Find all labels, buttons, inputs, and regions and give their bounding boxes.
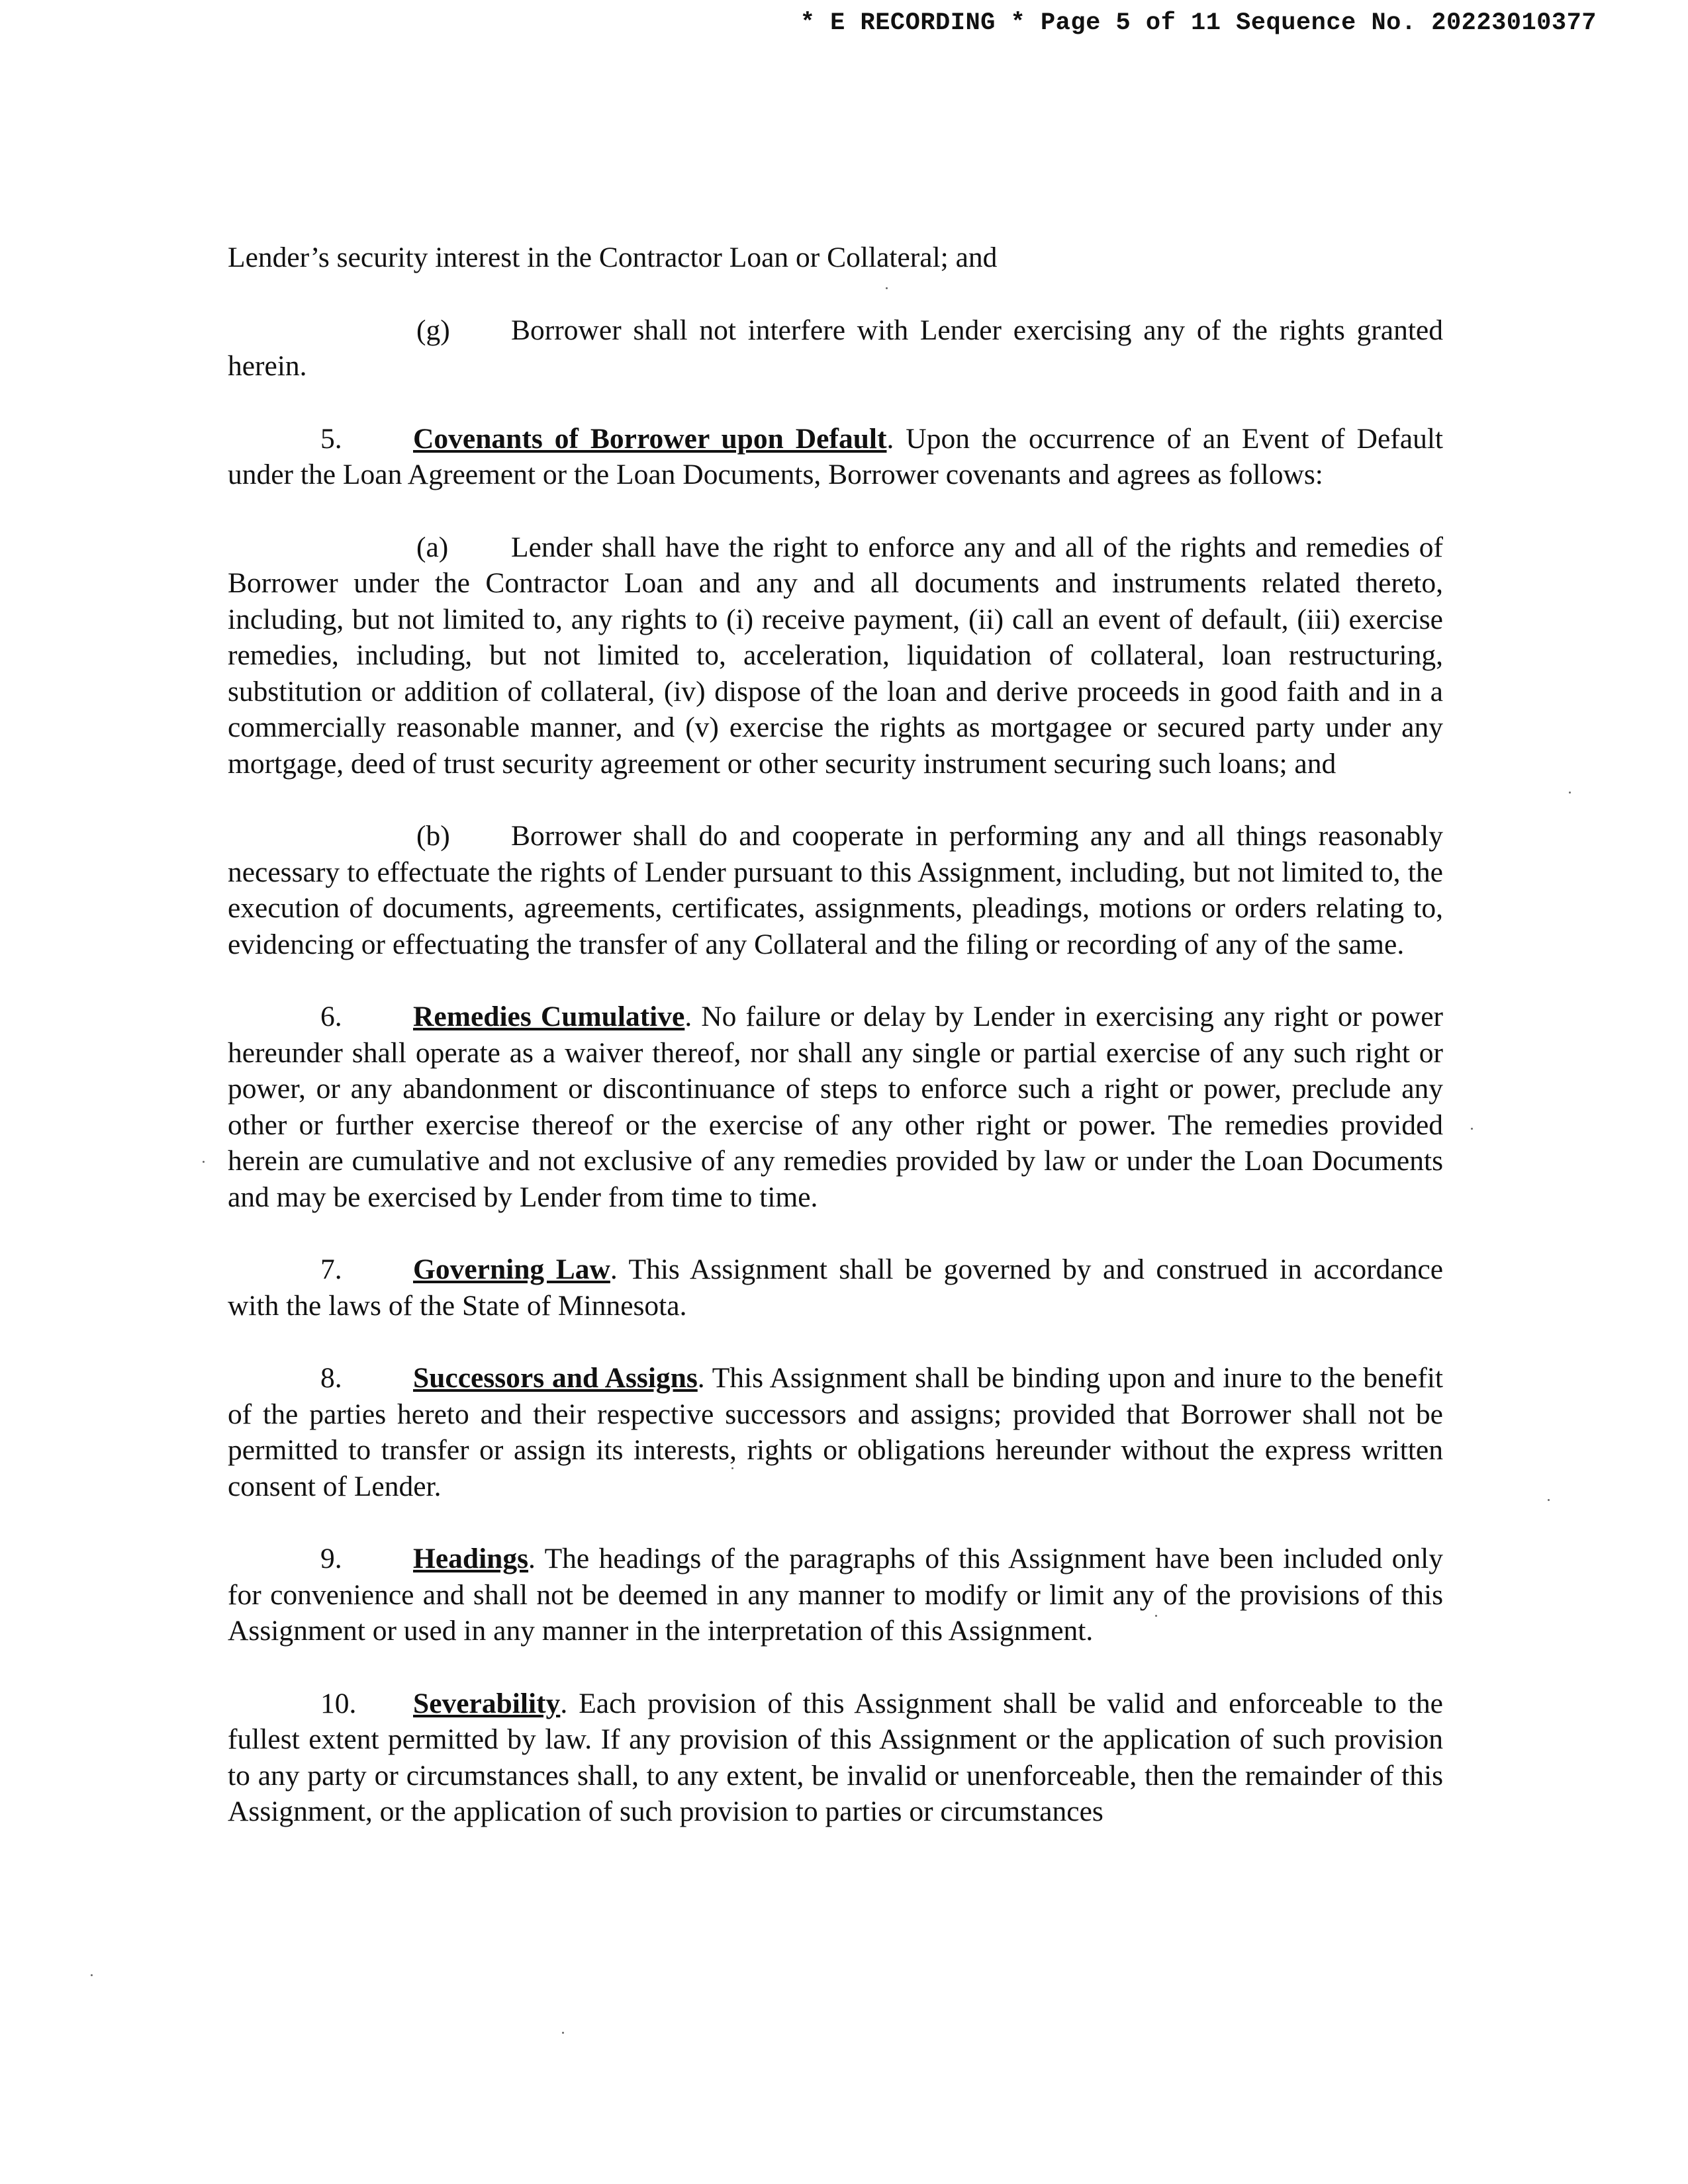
scan-speck	[1569, 792, 1571, 794]
scan-speck	[1548, 1499, 1550, 1501]
section-10-number: 10.	[320, 1687, 357, 1719]
section-7	[228, 1251, 1443, 1324]
section-7-number: 7.	[320, 1253, 342, 1285]
section-5-text: . Upon the occurrence of an Event of Default under the Loan Agreement or the Loan Documents, Borrower covenants and agrees as follows:	[228, 422, 1443, 490]
scan-speck	[1471, 1128, 1473, 1130]
document-body	[228, 240, 1443, 1866]
section-10-text: . Each provision of this Assignment shall be valid and enforceable to the fullest extent permitted by law. If any provision of this Assignment or the application of such provision to any party or circumstances shall, to any extent, be invalid or unenforceable, then the remainder of this Assignment, or the application of such provision to parties or circumstances	[228, 1687, 1443, 1827]
clause-a-text: Lender shall have the right to enforce any and all of the rights and remedies of Borrower under the Contractor Loan and any and all documents and instruments related thereto, including, but not limited to, any rights to (i) receive payment, (ii) call an event of default, (iii) exercise remedies, including, but not limited to, acceleration, liquidation of collateral, loan restructuring, substitution or addition of collateral, (iv) dispose of the loan and derive proceeds in good faith and in a commercially reasonable manner, and (v) exercise the rights as mortgagee or secured party under any mortgage, deed of trust security agreement or other security instrument securing such loans; and	[228, 531, 1443, 780]
section-6-text: . No failure or delay by Lender in exercising any right or power hereunder shall operate as a waiver thereof, nor shall any single or partial exercise of any such right or power, or any abandonment or discontinuance of steps to enforce such a right or power, preclude any other or further exercise thereof or the exercise of any other right or power. The remedies provided herein are cumulative and not exclusive of any remedies provided by law or under the Loan Documents and may be exercised by Lender from time to time.	[228, 1001, 1443, 1213]
section-5	[228, 421, 1443, 493]
section-6	[228, 999, 1443, 1215]
scan-speck	[203, 1161, 205, 1163]
section-8-text: . This Assignment shall be binding upon and inure to the benefit of the parties hereto and their respective successors and assigns; provided that Borrower shall not be permitted to transfer or assign its interests, rights or obligations hereunder without the express written consent of Lender.	[228, 1362, 1443, 1502]
section-6-heading: Remedies Cumulative	[413, 1001, 685, 1032]
scan-speck	[886, 287, 888, 289]
section-5-heading: Covenants of Borrower upon Default	[413, 422, 887, 455]
section-9-heading: Headings	[413, 1543, 529, 1574]
clause-b	[228, 818, 1443, 962]
clause-g	[228, 312, 1443, 385]
scan-speck	[1155, 1615, 1157, 1617]
section-6-number: 6.	[320, 1001, 342, 1032]
section-8-heading: Successors and Assigns	[413, 1362, 698, 1394]
section-10	[228, 1686, 1443, 1830]
scan-speck	[731, 1467, 733, 1469]
section-8-number: 8.	[320, 1362, 342, 1394]
clause-g-label: (g)	[416, 314, 450, 346]
clause-b-label: (b)	[416, 820, 450, 852]
opening-line: Lender’s security interest in the Contractor Loan or Collateral; and	[228, 242, 998, 273]
section-5-number: 5.	[320, 422, 342, 455]
section-9-text: . The headings of the paragraphs of this Assignment have been included only for convenience and shall not be deemed in any manner to modify or limit any of the provisions of this Assignment or used in any manner in the interpretation of this Assignment.	[228, 1543, 1443, 1647]
clause-a	[228, 529, 1443, 782]
section-8	[228, 1360, 1443, 1504]
clause-a-label: (a)	[416, 531, 449, 563]
scan-speck	[562, 2032, 564, 2034]
section-7-heading: Governing Law	[413, 1253, 610, 1285]
recording-stamp: * E RECORDING * Page 5 of 11 Sequence No. 20223010377	[800, 9, 1597, 37]
clause-b-text: Borrower shall do and cooperate in performing any and all things reasonably necessary to effectuate the rights of Lender pursuant to this Assignment, including, but not limited to, the execution of documents, agreements, certificates, assignments, pleadings, motions or orders relating to, evidencing or effectuating the transfer of any Collateral and the filing or recording of any of the same.	[228, 820, 1443, 960]
scan-speck	[91, 1974, 93, 1976]
section-9-number: 9.	[320, 1543, 342, 1574]
section-9	[228, 1541, 1443, 1649]
section-7-text: . This Assignment shall be governed by and construed in accordance with the laws of the State of Minnesota.	[228, 1253, 1443, 1322]
section-10-heading: Severability	[413, 1687, 561, 1719]
clause-g-text: Borrower shall not interfere with Lender exercising any of the rights granted herein.	[228, 314, 1443, 382]
